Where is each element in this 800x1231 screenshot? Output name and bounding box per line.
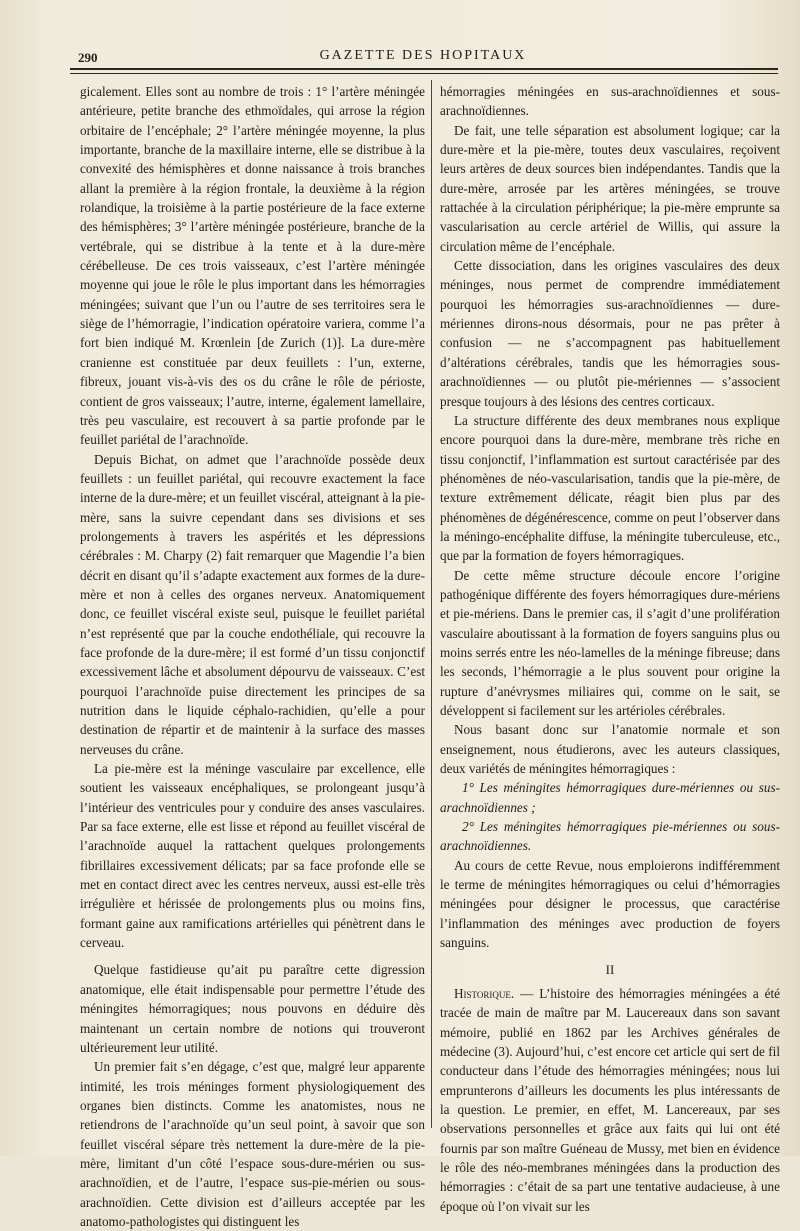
list-item: 1° Les méningites hémorragiques dure-mériennes ou sus-arachnoïdiennes ; bbox=[440, 780, 780, 815]
left-column bbox=[80, 82, 425, 1231]
section-heading: Historique. bbox=[454, 985, 515, 1001]
paragraph: La structure différente des deux membranes nous explique encore pourquoi dans la dure-mère, membrane très riche en tissu conjonctif, l’inflammation est surtout caractérisée par des phénomènes de néo-vascularisation, tandis que la pie-mère, de texture extrêmement délicate, réagit bien plus par des phénomènes de dégénérescence, comme on peut l’observer dans la méningo-encéphalite diffuse, la méningite tuberculeuse, etc., que par la formation de foyers hémorragiques. bbox=[440, 412, 780, 564]
paragraph: Un premier fait s’en dégage, c’est que, malgré leur apparente intimité, les trois méninges forment physiologiquement des organes bien distincts. Comme les anatomistes, nous ne retiendrons de l’arachnoïde qu’un seul point, à savoir que son feuillet viscéral sépare très nettement la dure-mère de la pie-mère, limitant d’un côté l’espace sous-dure-mérien ou sus-arachnoïdien, et de l’autre, l’espace sus-pie-mérien ou sous-arachnoïdien. Cette division est d’ailleurs acceptée par les anatomo-pathologistes qui distinguent les bbox=[80, 1059, 425, 1229]
header-rule-thin bbox=[70, 73, 778, 74]
right-column bbox=[440, 82, 780, 1216]
page-number: 290 bbox=[78, 50, 98, 65]
header-rule-thick bbox=[70, 68, 778, 70]
paragraph: Quelque fastidieuse qu’ait pu paraître cette digression anatomique, elle était indispensable pour permettre l’étude des méningites hémorragiques; nous pouvons en déduire dès maintenant un certain nombre de notions qui trouveront ultérieurement leur utilité. bbox=[80, 962, 425, 1055]
paragraph: La pie-mère est la méninge vasculaire par excellence, elle soutient les vaisseaux encéphaliques, se prolongeant jusqu’à l’intérieur des ventricules pour y conduire des anses vasculaires. Par sa face externe, elle est lisse et répond au feuillet viscéral de l’arachnoïde auquel la rattachent quelques prolongements fibrillaires excessivement délicats; par sa face profonde elle se met en contact direct avec les centres nerveux, aussi est-elle très irrégulière et hérissée de prolongements plus ou moins fins, formant gaine aux ramifications artérielles qui pénètrent dans le cerveau. bbox=[80, 761, 425, 951]
paragraph: Au cours de cette Revue, nous emploierons indifféremment le terme de méningites hémorragiques ou celui d’hémorragies méningées pour désigner le processus, que caractérise l’inflammation des méninges avec production de foyers sanguins. bbox=[440, 857, 780, 951]
column-divider bbox=[431, 80, 432, 1128]
paragraph: Depuis Bichat, on admet que l’arachnoïde possède deux feuillets : un feuillet pariétal, qui recouvre exactement la face interne de la dure-mère; et un feuillet viscéral, atteignant à la pie-mère, sans la suivre cependant dans ses divisions et ses prolongements à travers les aspérités et les dépressions cérébrales : M. Charpy (2) fait remarquer que Magendie l’a bien décrit en disant qu’il s’adapte exactement aux formes de la dure-mère et non à celles des organes nerveux. Anatomiquement donc, ce feuillet viscéral existe seul, puisque le feuillet pariétal n’est représenté que par la couche endothéliale, qui recouvre la face profonde de la dure-mère; il est formé d’un tissu conjonctif excessivement lâche et absolument dépourvu de vaisseaux. C’est pourquoi l’arachnoïde puise directement les principes de sa nutrition dans le liquide céphalo-rachidien, qu’elle a pour destination de répartir et de maintenir à la surface des masses nerveuses du crâne. bbox=[80, 451, 425, 757]
paragraph: De cette même structure découle encore l’origine pathogénique différente des foyers hémorragiques dure-mériens et pie-mériens. Dans le premier cas, il s’agit d’une prolifération vasculaire aboutissant à la formation de foyers sanguins plus ou moins serrés entre les néo-lamelles de la méninge fibreuse; dans les seconds, l’hémorragie a le plus souvent pour origine la rupture d’anévrysmes miliaires qui, comme on le sait, se développent si facilement sur les artérioles cérébrales. bbox=[440, 567, 780, 718]
paragraph: Cette dissociation, dans les origines vasculaires des deux méninges, nous permet de comprendre immédiatement pourquoi les hémorragies sus-arachnoïdiennes — dure-mériennes dirons-nous désormais, pour ne pas prêter à confusion — ne s’accompagnent pas habituellement d’altérations cérébrales, tandis que les hémorragies sous-arachnoïdiennes — ou plutôt pie-mériennes — s’associent presque toujours à des lésions des centres corticaux. bbox=[440, 258, 780, 409]
page-header bbox=[68, 44, 778, 68]
paragraph bbox=[440, 984, 780, 1216]
list-item: 2° Les méningites hémorragiques pie-mériennes ou sous-arachnoïdiennes. bbox=[440, 819, 780, 854]
paragraph: De fait, une telle séparation est absolument logique; car la dure-mère et la pie-mère, toutes deux vasculaires, reçoivent leurs artères de deux sources bien indépendantes. Tandis que la dure-mère, arrosée par les artères méningées, se trouve rattachée à la circulation périphérique; la pie-mère emprunte sa vascularisation au cercle artériel de Willis, qui assure la circulation même de l’encéphale. bbox=[440, 122, 780, 254]
section-number: II bbox=[605, 962, 615, 978]
paragraph: hémorragies méningées en sus-arachnoïdiennes et sous-arachnoïdiennes. bbox=[440, 84, 780, 119]
paragraph: gicalement. Elles sont au nombre de trois : 1° l’artère méningée antérieure, petite branche des ethmoïdales, qui arrose la région orbitaire de l’encéphale; 2° l’artère méningée moyenne, la plus importante, branche de la maxillaire interne, elle se distribue à la convexité des hémisphères et donne naissance à trois branches allant la première à la région frontale, la deuxième à la région rolandique, la troisième à la partie postérieure de la face externe des hémisphères; 3° l’artère méningée postérieure, branche de la vertébrale, qui se distribue à la tente et à la dure-mère cérébelleuse. De ces trois vaisseaux, c’est l’artère méningée moyenne qui joue le rôle le plus important dans les hémorragies méningées; suivant que l’un ou l’autre de ses territoires sera le siège de l’hémorragie, l’indication opératoire variera, comme l’a fort bien indiqué M. Krœnlein [de Zurich (1)]. La dure-mère cranienne est constituée par deux feuillets : l’un, externe, fibreux, jouant vis-à-vis des os du crâne le rôle de périoste, contient de gros vaisseaux; l’autre, interne, également lamellaire, très peu vasculaire, est recouvert à sa partie profonde par le feuillet pariétal de l’arachnoïde. bbox=[80, 84, 425, 448]
paragraph-text: — L’histoire des hémorragies méningées a été tracée de main de maître par M. Laucereaux dans son savant mémoire, publié en 1862 par les Archives générales de médecine (3). Aujourd’hui, c’est encore cet article qui sert de fil conducteur dans l’étude des hémorragies méningées; nous lui emprunterons d’ailleurs les documents les plus intéressants de la question. Le premier, en effet, M. Lancereaux, par ses observations personnelles et grâce aux faits qui lui ont été fournis par son maître Guéneau de Mussy, met bien en évidence le rôle des néo-membranes méningées dans la production des hémorragies : c’était de sa part une tentative audacieuse, à une époque où l’on vivait sur les bbox=[440, 985, 780, 1214]
paragraph: Nous basant donc sur l’anatomie normale et son enseignement, nous étudierons, avec les auteurs classiques, deux variétés de méningites hémorragiques : bbox=[440, 722, 780, 777]
journal-title: GAZETTE DES HOPITAUX bbox=[319, 48, 527, 63]
